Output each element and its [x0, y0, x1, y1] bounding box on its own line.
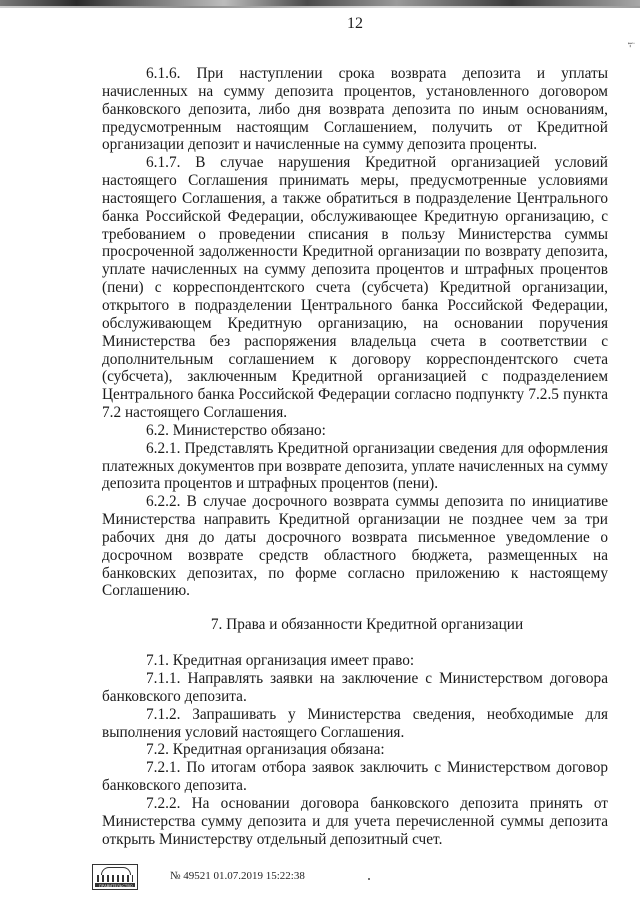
paragraph-7-2-1: 7.2.1. По итогам отбора заявок заключить с Министерством договор банковского депозита. — [102, 759, 608, 795]
paragraph-7-1: 7.1. Кредитная организация имеет право: — [146, 652, 415, 670]
government-building-stamp-icon — [92, 864, 138, 890]
stamp-caption: ПРАВИТЕЛЬСТВО — [99, 884, 133, 888]
paragraph-6-1-6: 6.1.6. При наступлении срока возврата депозита и уплаты начисленных на сумму депозита процентов, установленного договором банковского депозита, либо дня возврата депозита по иным основаниям, предусмотренным настоящим Соглашением, получить от Кредитной организации депозит и начисленные на сумму депозита проценты. — [102, 65, 608, 154]
ink-dot — [368, 878, 370, 880]
paragraph-6-2-2: 6.2.2. В случае досрочного возврата суммы депозита по инициативе Министерства направить Кредитной организации не позднее чем за три рабочих дня до даты досрочного возврата письменное уведомление о досрочном возврате средств областного бюджета, размещенных на банковских депозитах, по форме согласно приложению к настоящему Соглашению. — [102, 493, 608, 600]
page-number: 12 — [347, 15, 363, 32]
paragraph-7-2: 7.2. Кредитная организация обязана: — [146, 741, 385, 759]
paragraph-6-1-7: 6.1.7. В случае нарушения Кредитной организацией условий настоящего Соглашения принимать меры, предусмотренные условиями настоящего Соглашения, а также обратиться в подразделение Центрального банка Российской Федерации, обслуживающее Кредитную организацию, с требованием о проведении списания в пользу Министерства суммы просроченной задолженности Кредитной организации по возврату депозита, уплате начисленных на сумму депозита процентов и штрафных процентов (пени) с корреспондентского счета (субсчета) Кредитной организации, открытого в подразделении Центрального банка Российской Федерации, обслуживающем Кредитную организацию, на основании поручения Министерства без распоряжения владельца счета в соответствии с дополнительным соглашением к договору корреспондентского счета (субсчета), заключенным Кредитной организацией с подразделением Центрального банка Российской Федерации согласно подпункту 7.2.5 пункта 7.2 настоящего Соглашения. — [102, 154, 608, 422]
document-body — [102, 65, 608, 848]
footer — [92, 864, 412, 892]
paragraph-6-2-1: 6.2.1. Представлять Кредитной организации сведения для оформления платежных документов при возврате депозита, уплате начисленных на сумму депозита процентов и штрафных процентов (пени). — [102, 439, 608, 493]
paragraph-7-1-2: 7.1.2. Запрашивать у Министерства сведения, необходимые для выполнения условий настоящего Соглашения. — [102, 705, 608, 741]
paragraph-7-2-2: 7.2.2. На основании договора банковского депозита принять от Министерства сумму депозита и для учета перечисленной суммы депозита открыть Министерству отдельный депозитный счет. — [102, 794, 608, 848]
paragraph-6-2: 6.2. Министерство обязано: — [146, 421, 326, 439]
scan-edge-stripe-thin — [0, 6, 640, 8]
registration-number: № 49521 01.07.2019 15:22:38 — [170, 870, 305, 882]
paragraph-7-1-1: 7.1.1. Направлять заявки на заключение с Министерством договора банковского депозита. — [102, 670, 608, 705]
edge-mark: i- — [626, 42, 636, 48]
section-heading: 7. Права и обязанности Кредитной организации — [210, 616, 524, 634]
